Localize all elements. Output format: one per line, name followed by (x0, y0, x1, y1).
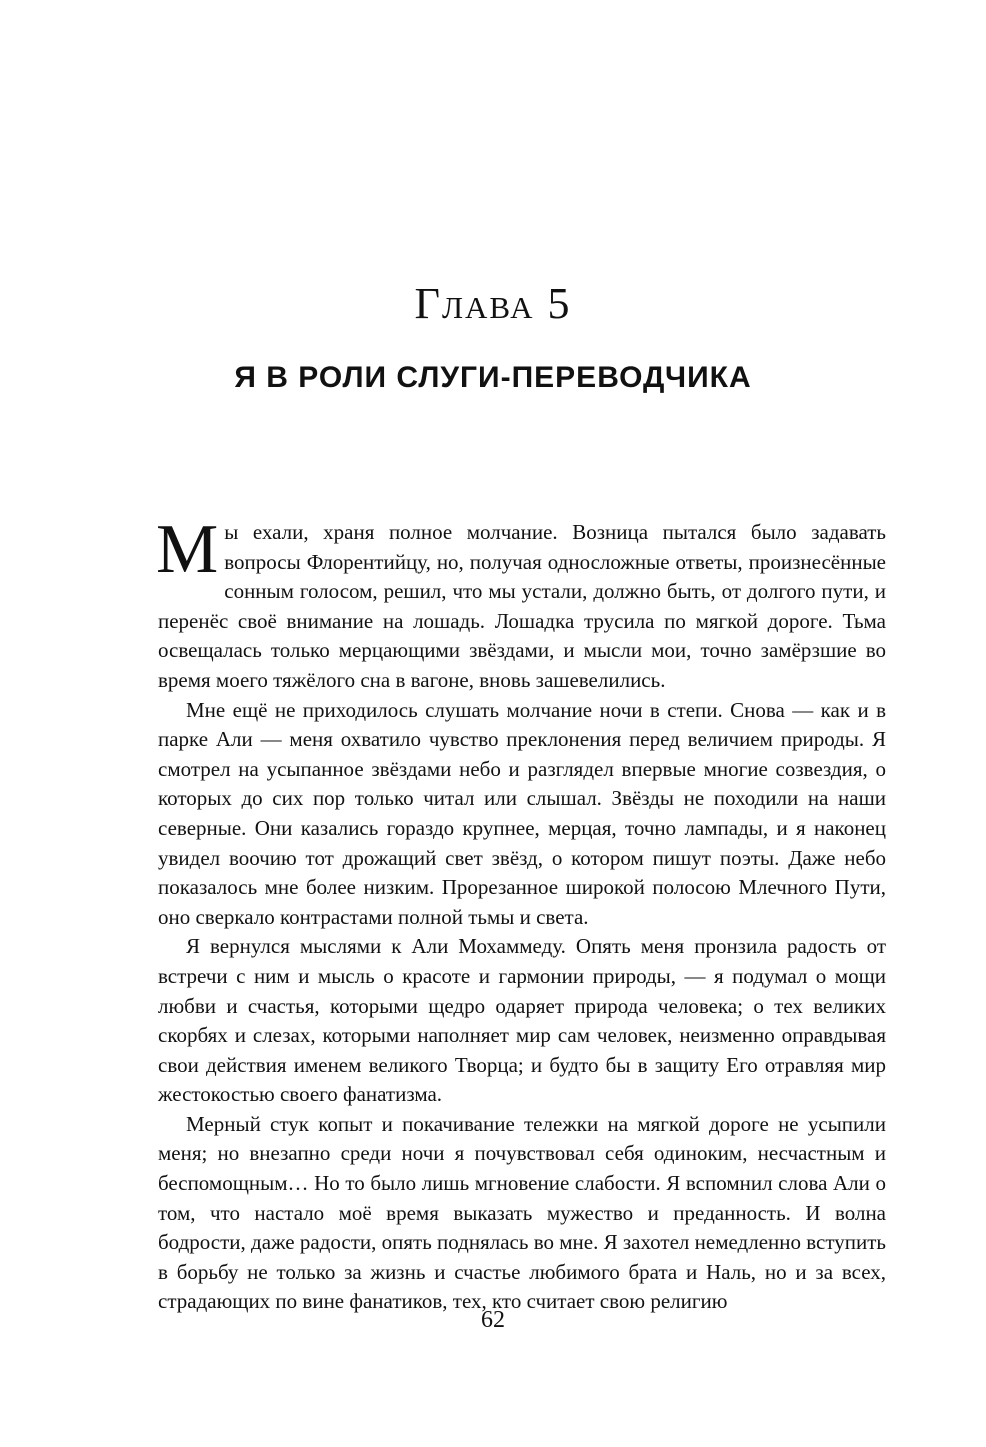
paragraph-1 (156, 511, 886, 696)
paragraph-4: Мерный стук копыт и покачивание тележки на мягкой дороге не усыпили меня; но внезапно среди ночи я почувствовал себя одиноким, несчастным и беспомощным… Но то было лишь мгновение слабости. Я вспомнил слова Али о том, что настало моё время выказать мужество и преданность. И волна бодрости, даже радости, опять поднялась во мне. Я захотел немедленно вступить в борьбу не только за жизнь и счастье любимого брата и Наль, но и за всех, страдающих по вине фанатиков, тех, кто считает свою религию (158, 1111, 886, 1314)
page-number: 62 (481, 1307, 505, 1333)
chapter-title: Я В РОЛИ СЛУГИ-ПЕРЕВОДЧИКА (234, 361, 752, 394)
drop-cap: М (156, 511, 219, 588)
paragraph-1-text: ы ехали, храня полное молчание. Возница пытался было задавать вопросы Флорентийцу, но, получая односложные ответы, произнесённые сонным голосом, решил, что мы устали, должно быть, от долгого пути, и перенёс своё внимание на лошадь. Лошадка трусила по мягкой дороге. Тьма освещалась только мерцающими звёздами, и мысли мои, точно замёрзшие во время моего тяжёлого сна в вагоне, вновь зашевелились. (158, 520, 886, 692)
paragraph-2: Мне ещё не приходилось слушать молчание ночи в степи. Снова — как и в парке Али — меня охватило чувство преклонения перед величием природы. Я смотрел на усыпанное звёздами небо и разглядел впервые многие созвездия, о которых до сих пор только читал или слышал. Звёзды не походили на наши северные. Они казались гораздо крупнее, мерцая, точно лампады, и я наконец увидел воочию тот дрожащий свет звёзд, о котором пишут поэты. Даже небо показалось мне более низким. Прорезанное широкой полосою Млечного Пути, оно сверкало контрастами полной тьмы и света. (158, 697, 886, 929)
body-text (156, 511, 886, 1317)
paragraph-3: Я вернулся мыслями к Али Мохаммеду. Опять меня пронзила радость от встречи с ним и мысль о красоте и гармонии природы, — я подумал о мощи любви и счастья, которыми щедро одаряет природа человека; о тех великих скорбях и слезах, которыми наполняет мир сам человек, неизменно оправдывая свои действия именем великого Творца; и будто бы в защиту Его отравляя мир жестокостью своего фанатизма. (158, 934, 886, 1107)
chapter-number: Глава 5 (414, 279, 572, 328)
